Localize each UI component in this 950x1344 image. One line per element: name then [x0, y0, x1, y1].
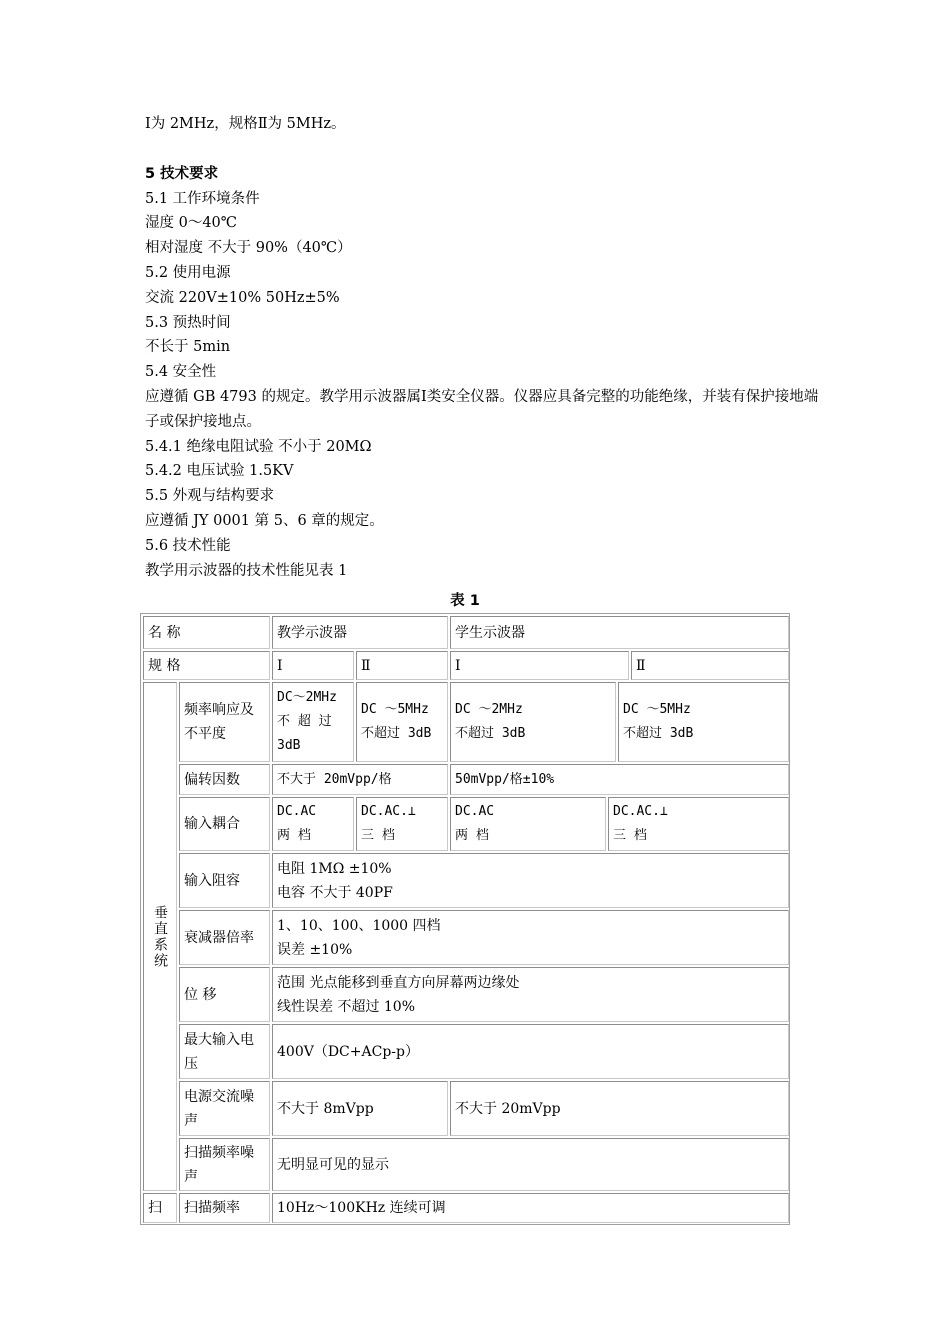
table-cell: 50mVpp/格±10%: [450, 764, 789, 795]
text-line: 湿度 0～40℃: [145, 215, 238, 232]
subsection-title: 5.1 工作环境条件: [145, 190, 260, 207]
table-cell: 教学示波器: [272, 616, 448, 649]
table-cell: DC.AC 两 档: [450, 797, 606, 851]
table-cell: 400V（DC+ACp-p）: [272, 1024, 789, 1079]
table-cell: 输入阻容: [179, 853, 270, 908]
section-heading: 5 技术要求: [145, 165, 219, 182]
table-cell: DC.AC.⊥ 三 档: [608, 797, 789, 851]
table-cell: 规 格: [143, 651, 270, 680]
table-cell: DC.AC.⊥ 三 档: [356, 797, 448, 851]
table-cell: 电阻 1MΩ ±10% 电容 不大于 40PF: [272, 853, 789, 908]
table-cell: DC ～5MHz 不超过 3dB: [356, 682, 448, 762]
subsection-title: 5.5 外观与结构要求: [145, 488, 275, 505]
subsection-title: 5.3 预热时间: [145, 314, 231, 331]
document-body: [145, 112, 825, 583]
subsection-title: 5.6 技术性能: [145, 537, 231, 554]
text-line: 5.4.2 电压试验 1.5KV: [145, 463, 294, 480]
table-caption: 表 1: [450, 593, 480, 609]
table-cell: 电源交流噪声: [179, 1081, 270, 1136]
table-cell: 扫描频率噪声: [179, 1138, 270, 1191]
table-cell: 输入耦合: [179, 797, 270, 851]
spec-table: [140, 613, 790, 1225]
table-cell: 名 称: [143, 616, 270, 649]
table-cell: 不大于 20mVpp/格: [272, 764, 448, 795]
table-cell: 衰减器倍率: [179, 910, 270, 965]
table-cell: 10Hz～100KHz 连续可调: [272, 1193, 789, 1223]
table-cell: Ⅰ: [272, 651, 354, 680]
table-cell: DC ～2MHz 不超过 3dB: [450, 682, 616, 762]
text-line: 教学用示波器的技术性能见表 1: [145, 562, 348, 579]
table-cell: 扫描频率: [179, 1193, 270, 1223]
table-cell: 位 移: [179, 967, 270, 1022]
text-line: 相对湿度 不大于 90%（40℃）: [145, 240, 352, 257]
group-label-vertical-system: 垂直系统: [143, 682, 177, 1191]
text-line: Ⅰ为 2MHz，规格Ⅱ为 5MHz。: [145, 116, 346, 132]
table-cell: DC～2MHz 不 超 过 3dB: [272, 682, 354, 762]
table-cell: Ⅰ: [450, 651, 629, 680]
table-cell: 不大于 20mVpp: [450, 1081, 789, 1136]
table-cell: 频率响应及不平度: [179, 682, 270, 762]
group-label-sweep: 扫: [143, 1193, 177, 1223]
table-cell: 偏转因数: [179, 764, 270, 795]
table-cell: 无明显可见的显示: [272, 1138, 789, 1191]
table-cell: 范围 光点能移到垂直方向屏幕两边缘处 线性误差 不超过 10%: [272, 967, 789, 1022]
text-line: 5.4.1 绝缘电阻试验 不小于 20MΩ: [145, 438, 372, 455]
table-cell: 1、10、100、1000 四档 误差 ±10%: [272, 910, 789, 965]
paragraph: 应遵循 GB 4793 的规定。教学用示波器属Ⅰ类安全仪器。仪器应具备完整的功能绝缘，并装有保护接地端子或保护接地点。: [145, 388, 819, 430]
table-cell: DC.AC 两 档: [272, 797, 354, 851]
subsection-title: 5.2 使用电源: [145, 264, 231, 281]
text-line: 交流 220V±10% 50Hz±5%: [145, 289, 340, 306]
subsection-title: 5.4 安全性: [145, 364, 217, 381]
table-cell: DC ～5MHz 不超过 3dB: [618, 682, 789, 762]
table-cell: 学生示波器: [450, 616, 789, 649]
text-line: 应遵循 JY 0001 第 5、6 章的规定。: [145, 512, 384, 529]
text-line: 不长于 5min: [145, 339, 231, 356]
table-cell: 不大于 8mVpp: [272, 1081, 448, 1136]
table-cell: 最大输入电压: [179, 1024, 270, 1079]
table-cell: Ⅱ: [631, 651, 789, 680]
table-cell: Ⅱ: [356, 651, 448, 680]
